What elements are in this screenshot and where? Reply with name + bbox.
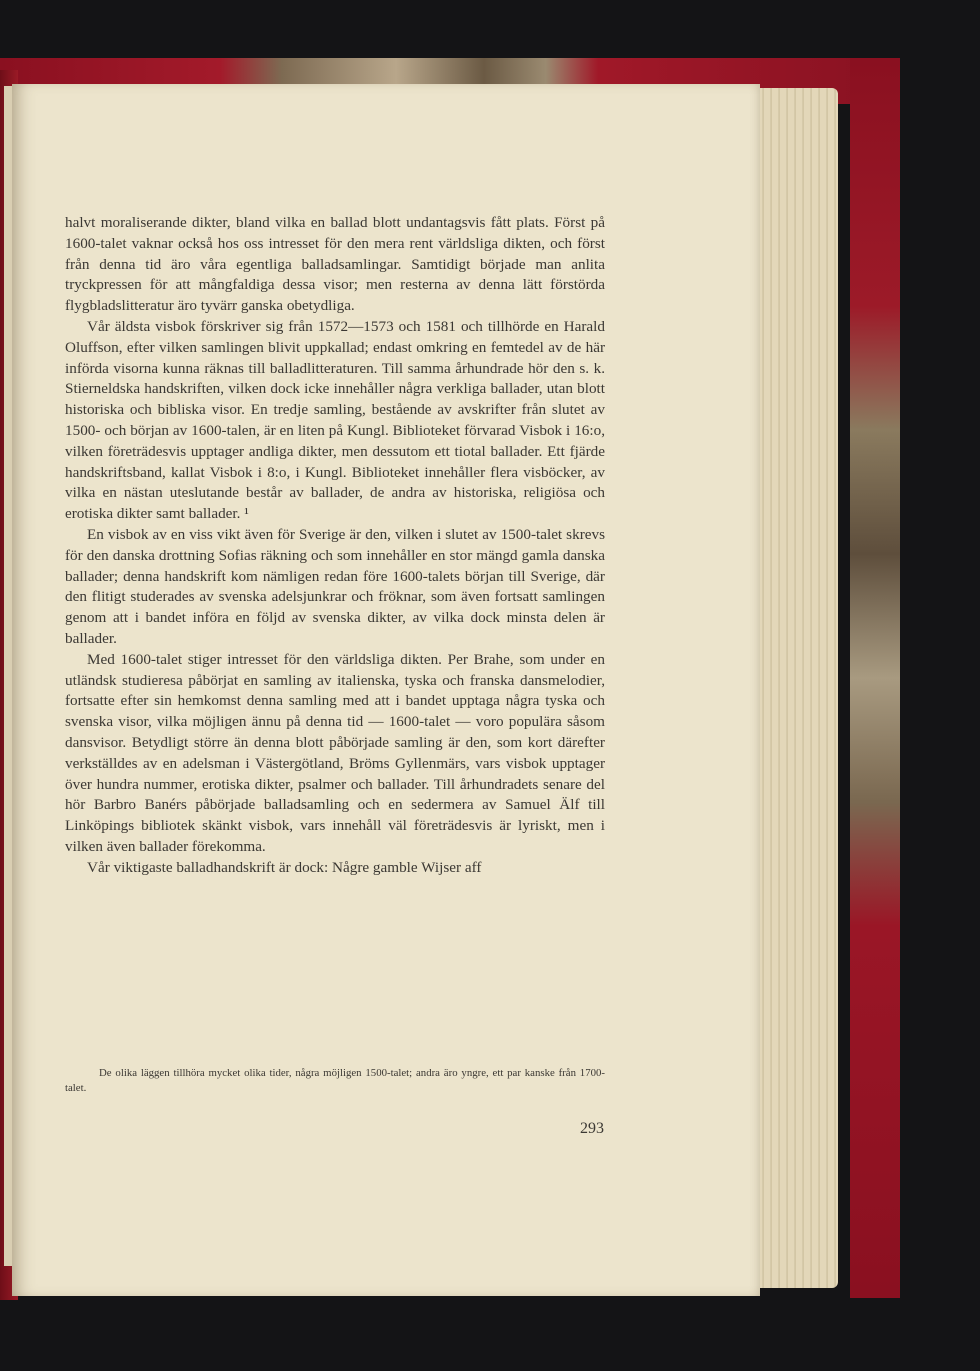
book-page bbox=[12, 84, 760, 1296]
footnote: De olika läggen tillhöra mycket olika tider, några möjligen 1500-talet; andra äro yngre, ett par kanske från 1700-talet. bbox=[65, 1067, 605, 1094]
book-cover-right bbox=[850, 58, 900, 1298]
paragraph: Vår äldsta visbok förskriver sig från 1572—1573 och 1581 och tillhörde en Harald Oluffson, efter vilken samlingen blivit uppkallad; endast omkring en femtedel av de här införda visorna kunna räknas till balladlitteraturen. Till samma århundrade hör den s. k. Stierneldska handskriften, vilken dock icke innehåller några verkliga ballader, utan blott historiska och bibliska visor. En tredje samling, bestående av avskrifter från slutet av 1500- och början av 1600-talen, är en liten på Kungl. Biblioteket förvarad Visbok i 16:o, vilken företrädesvis upptager andliga dikter, men dessutom ett tiotal ballader. Ett fjärde handskriftsband, kallat Visbok i 8:o, i Kungl. Biblioteket innehåller flera visböcker, av vilka en nästan uteslutande består av ballader, de andra av historiska, religiösa och erotiska dikter samt ballader. ¹ bbox=[65, 317, 605, 523]
paragraph: En visbok av en viss vikt även för Sverige är den, vilken i slutet av 1500-talet skrevs för den danska drottning Sofias räkning och som innehåller en stor mängd gamla danska ballader; denna handskrift kom nämligen redan före 1600-talets början till Sverige, där den flitigt studerades av svenska adelsjunkrar och fröknar, som även fortsatt samlingen genom att i bandet införa en följd av svenska dikter, av vilka dock minsta delen är ballader. bbox=[65, 525, 605, 647]
body-text bbox=[65, 213, 605, 879]
page-edges bbox=[748, 88, 838, 1288]
paragraph: halvt moraliserande dikter, bland vilka en ballad blott undantagsvis fått plats. Först på 1600-talet vaknar också hos oss intresset för den mera rent världsliga dikten, och först från denna tid äro våra egentliga balladsamlingar. Samtidigt började man anlita tryckpressen för att mångfaldiga dessa visor; men resterna av denna lätt förstörda flygbladslitteratur äro tyvärr ganska obetydliga. bbox=[65, 214, 605, 315]
paragraph: Vår viktigaste balladhandskrift är dock: Någre gamble Wijser aff bbox=[87, 858, 482, 876]
page-number: 293 bbox=[580, 1120, 604, 1137]
paragraph: Med 1600-talet stiger intresset för den världsliga dikten. Per Brahe, som under en utländsk studieresa påbörjat en samling av italienska, tyska och franska dansmelodier, fortsatte efter sin hemkomst denna samling med att i bandet upptaga några tyska och svenska visor, vilka möjligen ännu på denna tid — 1600-talet — voro populära såsom dansvisor. Betydligt större än denna blott påbörjade samling är den, som kort därefter verkställdes av en adelsman i Västergötland, Bröms Gyllenmärs, vars visbok upptager över hundra nummer, erotiska dikter, psalmer och ballader. Till århundradets senare del hör Barbro Banérs påbörjade balladsamling och en sedermera av Samuel Älf till Linköpings bibliotek skänkt visbok, vars innehåll väl företrädesvis är lyriskt, men i vilken även ballader förekomma. bbox=[65, 650, 605, 855]
